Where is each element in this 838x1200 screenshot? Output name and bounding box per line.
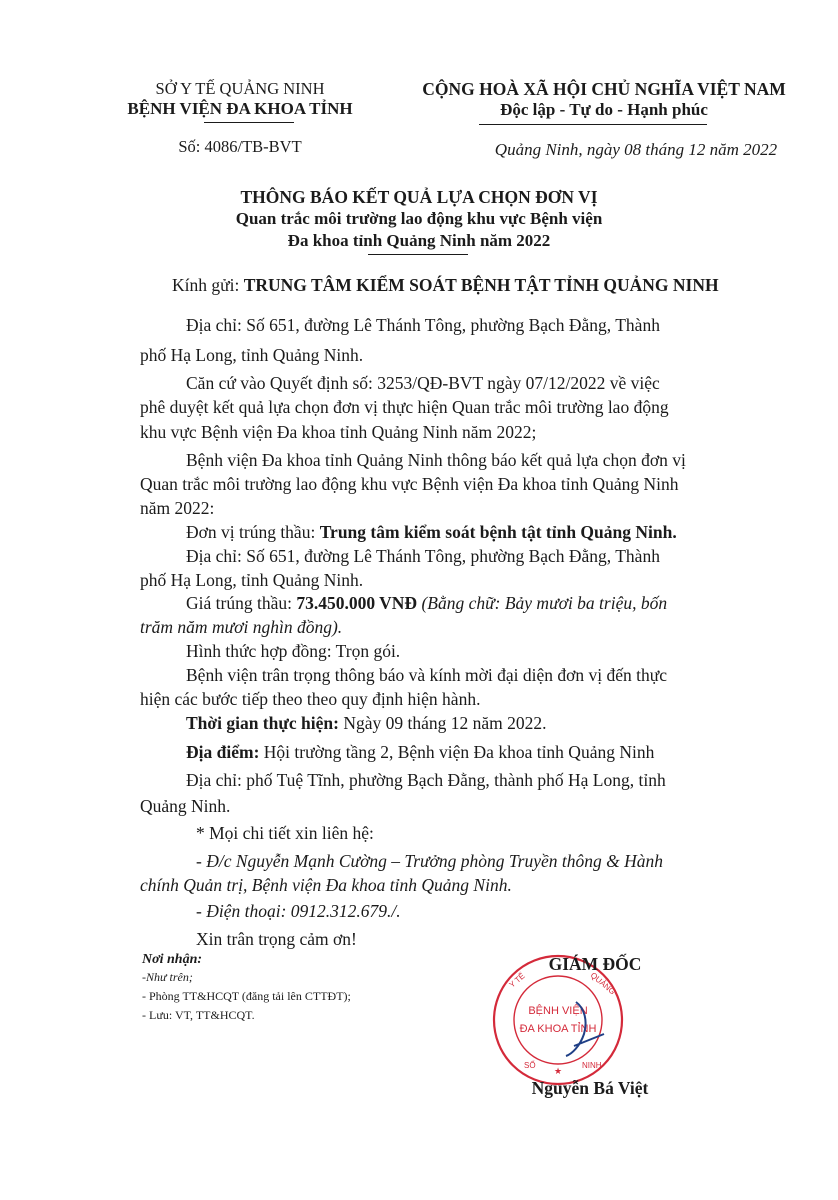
title-rule xyxy=(368,254,468,255)
body-address-1a: Địa chỉ: Số 651, đường Lê Thánh Tông, phường Bạch Đằng, Thành xyxy=(186,315,660,335)
body-notice-a: Bệnh viện Đa khoa tỉnh Quảng Ninh thông báo kết quả lựa chọn đơn vị xyxy=(186,450,686,470)
national-motto: Độc lập - Tự do - Hạnh phúc xyxy=(500,100,708,119)
recipient xyxy=(172,274,719,296)
time-label: Thời gian thực hiện: xyxy=(186,713,344,733)
svg-text:SỐ: SỐ xyxy=(524,1061,536,1070)
venue-label: Địa điểm: xyxy=(186,742,264,762)
document-title: THÔNG BÁO KẾT QUẢ LỰA CHỌN ĐƠN VỊ xyxy=(240,187,598,207)
distribution-title: Nơi nhận: xyxy=(142,952,203,967)
svg-text:★: ★ xyxy=(553,1066,563,1076)
body-phone: - Điện thoại: 0912.312.679./. xyxy=(196,901,401,921)
body-address-1b: phố Hạ Long, tỉnh Quảng Ninh. xyxy=(140,345,364,365)
body-contact-a: - Đ/c Nguyễn Mạnh Cường – Trưởng phòng Truyền thông & Hành xyxy=(196,851,663,871)
svg-text:NINH: NINH xyxy=(582,1061,602,1070)
signature-position: GIÁM ĐỐC xyxy=(548,954,642,974)
recipient-name: TRUNG TÂM KIỂM SOÁT BỆNH TẬT TỈNH QUẢNG NINH xyxy=(243,275,719,295)
winner-label: Đơn vị trúng thầu: xyxy=(186,522,320,542)
seal-text-line2: ĐA KHOA TỈNH xyxy=(519,1023,597,1035)
header-left-rule xyxy=(204,122,294,123)
distribution-item: -Như trên; xyxy=(142,970,193,984)
body-winner xyxy=(186,521,677,543)
body-address-2a: Địa chỉ: Số 651, đường Lê Thánh Tông, phường Bạch Đằng, Thành xyxy=(186,546,660,566)
document-subtitle-line1: Quan trắc môi trường lao động khu vực Bệnh viện xyxy=(235,209,603,228)
price-value: 73.450.000 VNĐ xyxy=(296,593,418,613)
doc-number: Số: 4086/TB-BVT xyxy=(178,137,302,156)
recipient-label: Kính gửi: xyxy=(172,275,244,295)
header-right-rule xyxy=(479,124,707,125)
place-date: Quảng Ninh, ngày 08 tháng 12 năm 2022 xyxy=(494,140,778,159)
distribution-item: - Phòng TT&HCQT (đăng tải lên CTTĐT); xyxy=(142,989,351,1003)
document-subtitle-line2: Đa khoa tỉnh Quảng Ninh năm 2022 xyxy=(287,231,551,250)
body-basis-b: phê duyệt kết quả lựa chọn đơn vị thực hiện Quan trắc môi trường lao động xyxy=(140,397,669,417)
body-invite-b: hiện các bước tiếp theo theo quy định hiện hành. xyxy=(140,689,481,709)
svg-text:Y TẾ: Y TẾ xyxy=(507,971,527,990)
country-name: CỘNG HOÀ XÃ HỘI CHỦ NGHĨA VIỆT NAM xyxy=(422,79,786,99)
body-venue xyxy=(186,741,654,763)
body-thanks: Xin trân trọng cảm ơn! xyxy=(196,929,357,949)
winner-name: Trung tâm kiểm soát bệnh tật tỉnh Quảng Ninh. xyxy=(319,522,677,542)
body-basis-c: khu vực Bệnh viện Đa khoa tỉnh Quảng Ninh năm 2022; xyxy=(140,422,537,442)
time-value: Ngày 09 tháng 12 năm 2022. xyxy=(343,713,547,733)
body-invite-a: Bệnh viện trân trọng thông báo và kính mời đại diện đơn vị đến thực xyxy=(186,665,667,685)
agency-name: SỞ Y TẾ QUẢNG NINH xyxy=(155,79,325,98)
distribution-item: - Lưu: VT, TT&HCQT. xyxy=(142,1008,255,1022)
body-notice-c: năm 2022: xyxy=(140,498,215,518)
venue-value: Hội trường tầng 2, Bệnh viện Đa khoa tỉnh Quảng Ninh xyxy=(263,742,655,762)
body-address-2b: phố Hạ Long, tỉnh Quảng Ninh. xyxy=(140,570,364,590)
body-address-3b: Quảng Ninh. xyxy=(140,796,231,816)
seal-text-line1: BỆNH VIỆN xyxy=(528,1005,588,1017)
body-time xyxy=(186,712,546,734)
signer-name: Nguyễn Bá Việt xyxy=(531,1078,649,1098)
body-contract: Hình thức hợp đồng: Trọn gói. xyxy=(186,641,401,661)
body-price-words-b: trăm năm mươi nghìn đồng). xyxy=(140,617,343,637)
body-notice-b: Quan trắc môi trường lao động khu vực Bệnh viện Đa khoa tỉnh Quảng Ninh xyxy=(140,474,679,494)
hospital-name: BỆNH VIỆN ĐA KHOA TỈNH xyxy=(127,99,353,118)
body-contact-intro: * Mọi chi tiết xin liên hệ: xyxy=(196,823,374,843)
body-contact-b: chính Quản trị, Bệnh viện Đa khoa tỉnh Quảng Ninh. xyxy=(140,875,512,895)
body-address-3a: Địa chỉ: phố Tuệ Tĩnh, phường Bạch Đằng, thành phố Hạ Long, tỉnh xyxy=(186,770,666,790)
body-price xyxy=(186,592,667,614)
price-label: Giá trúng thầu: xyxy=(186,593,297,613)
price-words-a: (Bằng chữ: Bảy mươi ba triệu, bốn xyxy=(421,593,668,613)
body-basis-a: Căn cứ vào Quyết định số: 3253/QĐ-BVT ngày 07/12/2022 về việc xyxy=(186,373,660,393)
svg-text:QUẢNG: QUẢNG xyxy=(588,970,617,997)
